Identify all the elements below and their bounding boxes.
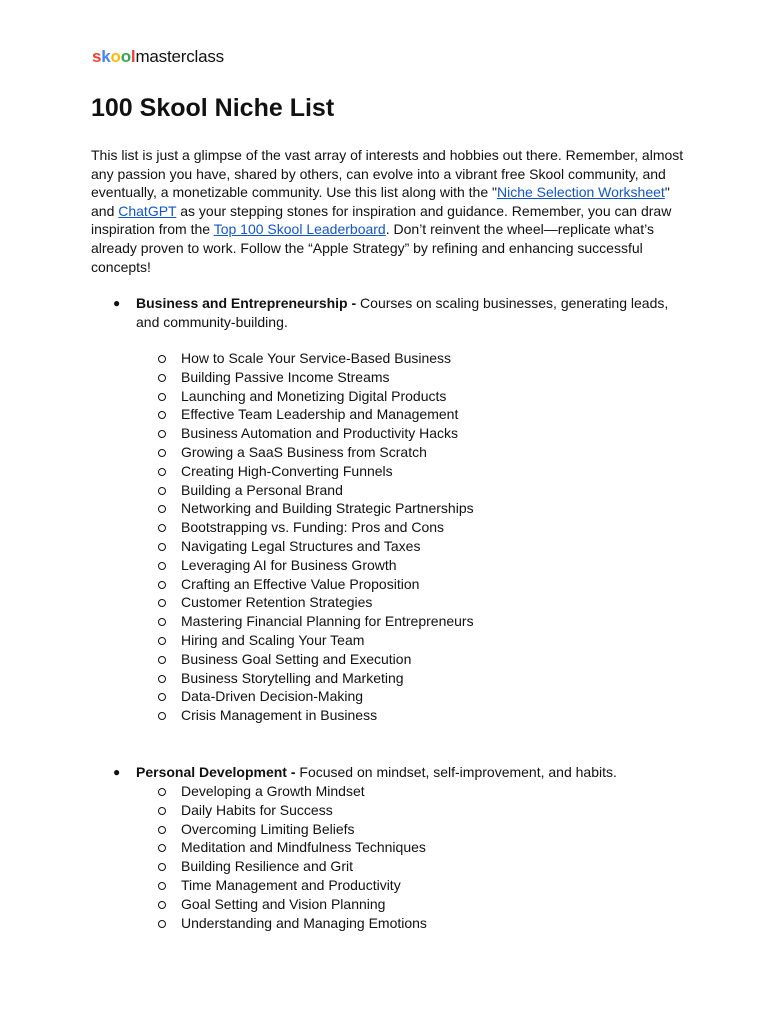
chatgpt-link[interactable]: ChatGPT [118, 202, 177, 219]
hollow-circle-bullet-icon [158, 393, 166, 401]
hollow-circle-bullet-icon [158, 468, 166, 476]
list-item [91, 706, 691, 725]
list-item-text: Goal Setting and Vision Planning [181, 895, 386, 912]
section-description: Focused on mindset, self-improvement, and habits. [295, 764, 617, 780]
list-item-text: Developing a Growth Mindset [181, 783, 365, 799]
list-item [91, 650, 691, 669]
bullet-icon: ● [113, 296, 121, 310]
topic-list [91, 782, 691, 932]
list-item [91, 368, 691, 387]
hollow-circle-bullet-icon [158, 562, 166, 570]
hollow-circle-bullet-icon [158, 411, 166, 419]
list-item-text: Crafting an Effective Value Proposition [181, 575, 420, 592]
page-title: 100 Skool Niche List [91, 94, 335, 122]
list-item [91, 612, 691, 631]
hollow-circle-bullet-icon [158, 901, 166, 909]
list-item [91, 537, 691, 556]
list-item [91, 593, 691, 612]
section-personal-development [91, 763, 691, 932]
list-item-text: Building Passive Income Streams [181, 368, 390, 385]
list-item [91, 687, 691, 706]
list-item-text: Growing a SaaS Business from Scratch [181, 443, 427, 460]
list-item [91, 857, 691, 876]
section-heading [91, 763, 691, 782]
list-item-text: Effective Team Leadership and Management [181, 406, 459, 423]
hollow-circle-bullet-icon [158, 430, 166, 438]
skoolmasterclass-logo: skoolmasterclass [92, 47, 224, 66]
hollow-circle-bullet-icon [158, 374, 166, 382]
list-item [91, 556, 691, 575]
list-item-text: Business Goal Setting and Execution [181, 650, 412, 667]
hollow-circle-bullet-icon [158, 637, 166, 645]
list-item-text: Bootstrapping vs. Funding: Pros and Cons [181, 519, 445, 536]
list-item [91, 782, 691, 801]
list-item-text: Creating High-Converting Funnels [181, 462, 393, 479]
hollow-circle-bullet-icon [158, 920, 166, 928]
hollow-circle-bullet-icon [158, 505, 166, 513]
list-item-text: Networking and Building Strategic Partnerships [181, 500, 474, 517]
list-item-text: Understanding and Managing Emotions [181, 914, 427, 931]
hollow-circle-bullet-icon [158, 524, 166, 532]
niche-selection-worksheet-link[interactable]: Niche Selection Worksheet [496, 184, 665, 201]
list-item [91, 838, 691, 857]
hollow-circle-bullet-icon [158, 826, 166, 834]
list-item [91, 499, 691, 518]
section-title: Personal Development - [136, 764, 296, 780]
list-item [91, 914, 691, 933]
list-item-text: Building Resilience and Grit [181, 858, 353, 875]
section-description: Courses on scaling businesses, generating leads, and community-building. [136, 295, 669, 330]
list-item-text: Crisis Management in Business [181, 707, 378, 724]
hollow-circle-bullet-icon [158, 656, 166, 664]
hollow-circle-bullet-icon [158, 807, 166, 815]
section-heading [91, 294, 691, 332]
list-item [91, 443, 691, 462]
list-item-text: Launching and Monetizing Digital Products [181, 387, 447, 404]
list-item-text: Customer Retention Strategies [181, 594, 373, 611]
list-item [91, 462, 691, 481]
hollow-circle-bullet-icon [158, 712, 166, 720]
hollow-circle-bullet-icon [158, 788, 166, 796]
hollow-circle-bullet-icon [158, 487, 166, 495]
list-item [91, 669, 691, 688]
list-item [91, 895, 691, 914]
hollow-circle-bullet-icon [158, 355, 166, 363]
list-item-text: Navigating Legal Structures and Taxes [181, 537, 421, 554]
list-item [91, 820, 691, 839]
hollow-circle-bullet-icon [158, 599, 166, 607]
topic-list [91, 349, 691, 725]
list-item-text: How to Scale Your Service-Based Business [181, 350, 452, 366]
list-item-text: Meditation and Mindfulness Techniques [181, 839, 426, 856]
list-item [91, 405, 691, 424]
hollow-circle-bullet-icon [158, 581, 166, 589]
list-item-text: Business Storytelling and Marketing [181, 669, 404, 686]
section-business-entrepreneurship [91, 294, 691, 725]
list-item [91, 631, 691, 650]
hollow-circle-bullet-icon [158, 882, 166, 890]
list-item [91, 518, 691, 537]
hollow-circle-bullet-icon [158, 449, 166, 457]
list-item [91, 387, 691, 406]
list-item [91, 801, 691, 820]
list-item-text: Overcoming Limiting Beliefs [181, 820, 355, 837]
hollow-circle-bullet-icon [158, 543, 166, 551]
hollow-circle-bullet-icon [158, 863, 166, 871]
list-item-text: Leveraging AI for Business Growth [181, 556, 397, 573]
list-item-text: Mastering Financial Planning for Entrepreneurs [181, 613, 474, 630]
list-item-text: Hiring and Scaling Your Team [181, 631, 365, 648]
bullet-icon: ● [113, 765, 121, 779]
list-item-text: Business Automation and Productivity Hacks [181, 425, 459, 442]
intro-paragraph: This list is just a glimpse of the vast array of interests and hobbies out there. Remember, almost any passion you have, shared by others, can evolve into a vibrant free Skool community, and eventually, a monetizable community. Use this list along with the "Niche Selection Worksheet" and ChatGPT as your stepping stones for inspiration and guidance. Remember, you can draw inspiration from the Top 100 Skool Leaderboard. Don’t reinvent the wheel—replicate what’s already proven to work. Follow the “Apple Strategy” by refining and enhancing successful concepts! [91, 147, 684, 275]
hollow-circle-bullet-icon [158, 618, 166, 626]
top-100-skool-leaderboard-link[interactable]: Top 100 Skool Leaderboard [213, 221, 386, 238]
list-item-text: Time Management and Productivity [181, 876, 401, 893]
hollow-circle-bullet-icon [158, 675, 166, 683]
list-item [91, 481, 691, 500]
list-item-text: Building a Personal Brand [181, 481, 343, 498]
section-title: Business and Entrepreneurship - [136, 295, 357, 311]
list-item [91, 876, 691, 895]
list-item [91, 349, 691, 368]
list-item-text: Daily Habits for Success [181, 801, 333, 818]
list-item [91, 575, 691, 594]
list-item [91, 424, 691, 443]
list-item-text: Data-Driven Decision-Making [181, 688, 364, 705]
hollow-circle-bullet-icon [158, 693, 166, 701]
hollow-circle-bullet-icon [158, 844, 166, 852]
